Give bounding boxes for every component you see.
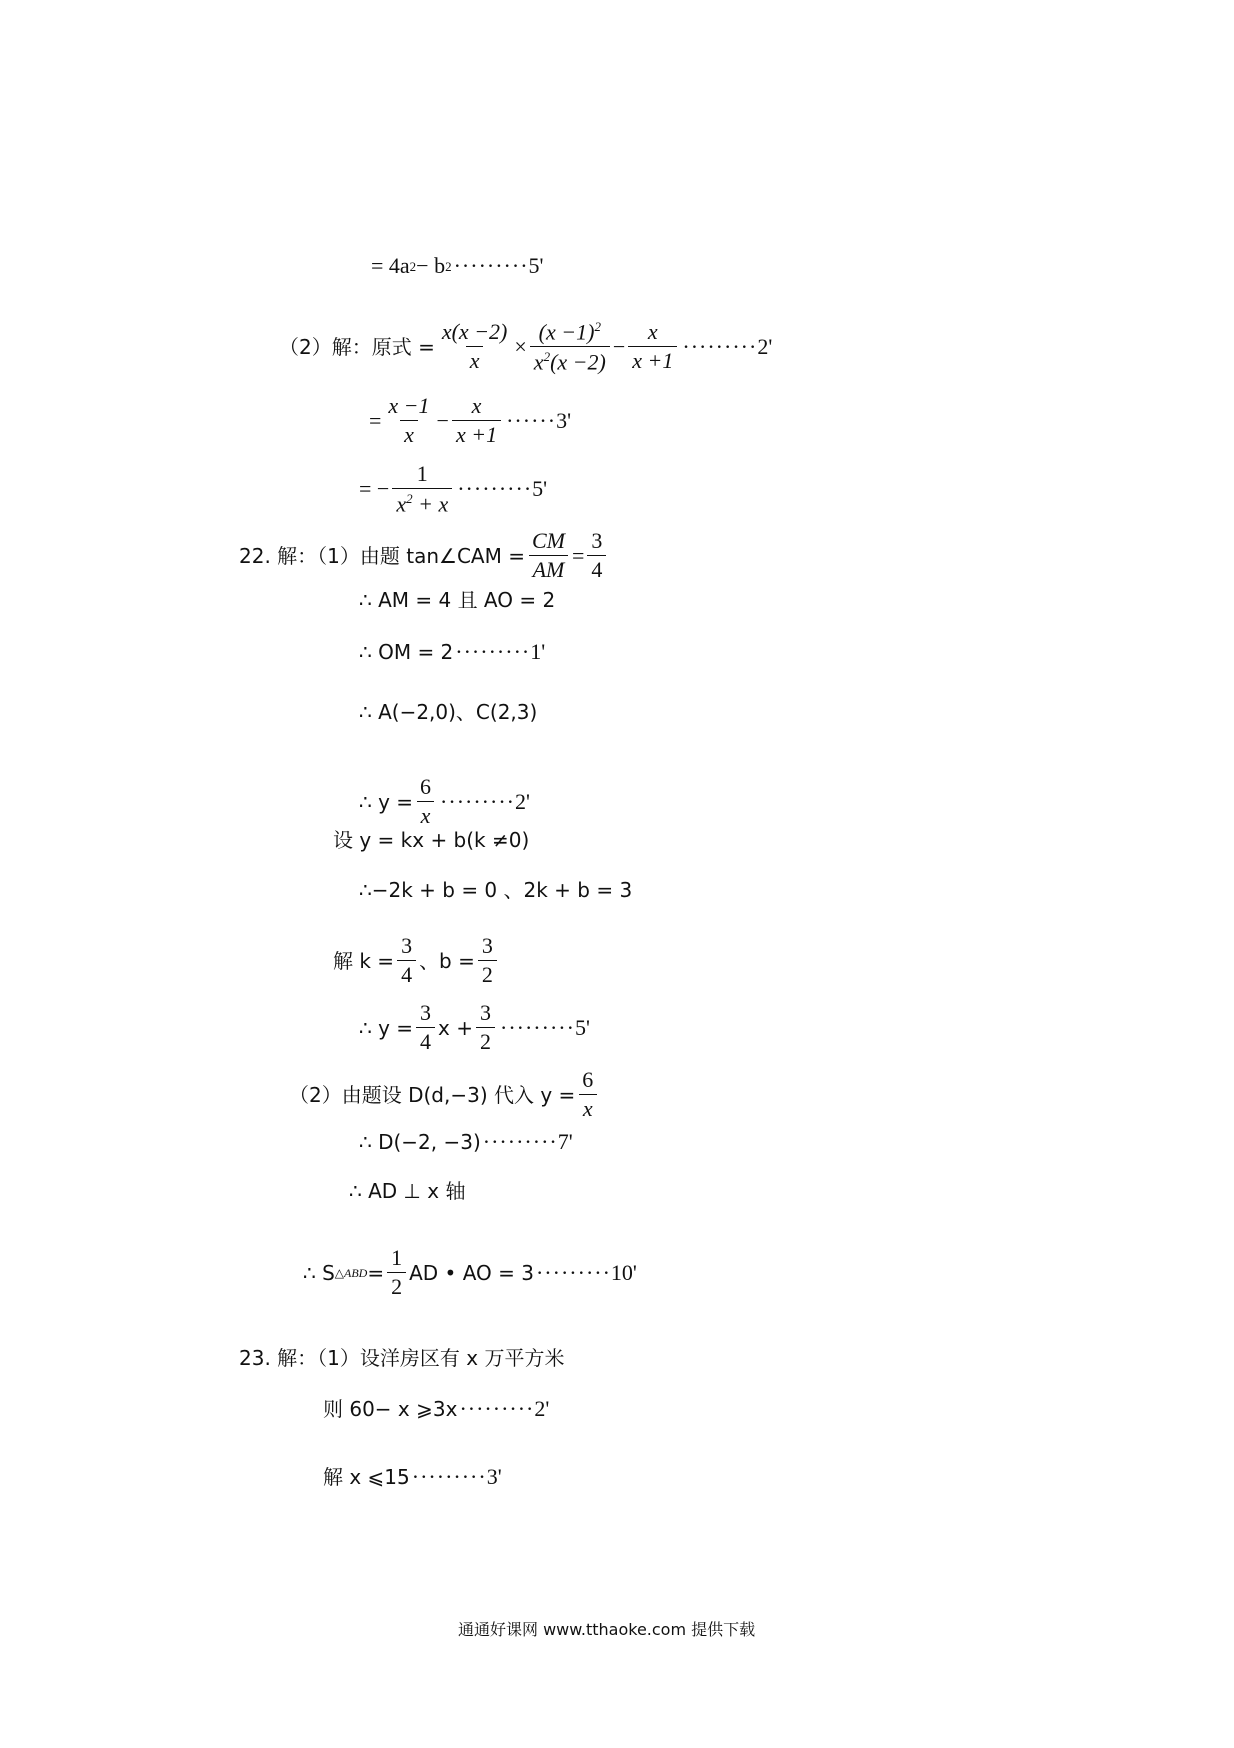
times-sign: × — [514, 333, 527, 359]
fraction-6-x: $\frac{6}{x}$ — [416, 776, 435, 827]
q23-title: 23. 解：（1）设洋房区有 x 万平方米 — [239, 1346, 565, 1370]
score-mark: 10' — [610, 1259, 637, 1285]
q22-line-6: ∴−2k + b = 0 、2k + b = 3 — [359, 878, 633, 902]
fraction-2: $\frac{(x -1)^2}{x^2(x -2)}$ — [530, 320, 610, 374]
fraction-3-4: $\frac{3}{4}$ — [587, 530, 606, 581]
score-mark: 2' — [534, 1396, 550, 1421]
score-mark: 3' — [486, 1464, 502, 1489]
q22-line-4: ∴ y = $\frac{6}{x}$ ········· 2' — [359, 774, 530, 828]
part2-prefix: （2）解：原式 = — [279, 334, 435, 359]
step-line-2 — [279, 320, 772, 374]
q22-line-2: ∴ OM = 2 ········· 1' — [359, 639, 546, 664]
minus-sign: − — [612, 333, 626, 359]
score-mark: 2' — [514, 788, 530, 814]
score-mark: 2' — [757, 333, 773, 359]
score-mark: 5' — [574, 1014, 590, 1040]
step-line-4: = − $\frac{1}{x^2 + x}$ ········· 5' — [359, 461, 548, 517]
q22-line-1: ∴ AM = 4 且 AO = 2 — [359, 588, 556, 612]
step-line-3: = $\frac{x -1}{x}$ − $\frac{x}{x +1}$ ······ 3' — [369, 393, 572, 447]
q22-line-10: ∴ D(−2, −3) ········· 7' — [359, 1129, 573, 1154]
dots: ········· — [453, 253, 529, 278]
q22-line-3: ∴ A(−2,0)、C(2,3) — [359, 700, 538, 724]
expr-4a: = 4a — [371, 253, 410, 278]
score-mark: 1' — [530, 639, 546, 664]
q22-line-7: 解 k = $\frac{3}{4}$ 、b = $\frac{3}{2}$ — [333, 935, 500, 986]
q23-line-1: 则 60− x ⩾3x ········· 2' — [323, 1396, 550, 1421]
dots: ······ — [506, 407, 557, 433]
score-mark: 7' — [557, 1129, 573, 1154]
expr-minus-b: − b — [416, 253, 446, 278]
q22-line-8: ∴ y = $\frac{3}{4}$ x + $\frac{3}{2}$ ········· 5' — [359, 1000, 590, 1054]
dots: ········· — [457, 476, 533, 502]
fraction-2: $\frac{x}{x +1}$ — [452, 395, 501, 446]
dots: ········· — [682, 333, 758, 359]
q22-line-11: ∴ AD ⊥ x 轴 — [349, 1179, 466, 1203]
score-mark: 3' — [556, 407, 572, 433]
q22-title: 22. 解：（1）由题 tan∠CAM = $\frac{CM}{AM}$ = $\frac{3}{4}$ — [239, 530, 609, 581]
fraction-1 — [438, 321, 512, 372]
q22-line-5: 设 y = kx + b(k ≠0) — [333, 828, 530, 852]
fraction-3: $\frac{x}{x +1}$ — [628, 321, 677, 372]
step-line-1: = 4a 2 − b 2 ········· 5' — [371, 253, 544, 278]
score-mark: 5' — [532, 476, 548, 502]
q22-part2: （2）由题设 D(d,−3) 代入 y = $\frac{6}{x}$ — [289, 1069, 600, 1120]
fraction-1: $\frac{x -1}{x}$ — [388, 393, 430, 447]
q23-line-2: 解 x ⩽15 ········· 3' — [323, 1464, 502, 1489]
fraction-1-num: x(x −2) — [441, 319, 508, 345]
fraction-cm-am: $\frac{CM}{AM}$ — [528, 530, 569, 581]
q22-line-12: ∴ S △ABD = $\frac{1}{2}$ AD • AO = 3 ········· 10' — [303, 1245, 637, 1299]
fraction-result: $\frac{1}{x^2 + x}$ — [392, 463, 452, 515]
footer-credit: 通通好课网 www.tthaoke.com 提供下载 — [458, 1620, 756, 1639]
score-mark: 5' — [528, 253, 544, 278]
fraction-1-den: x — [466, 346, 484, 372]
